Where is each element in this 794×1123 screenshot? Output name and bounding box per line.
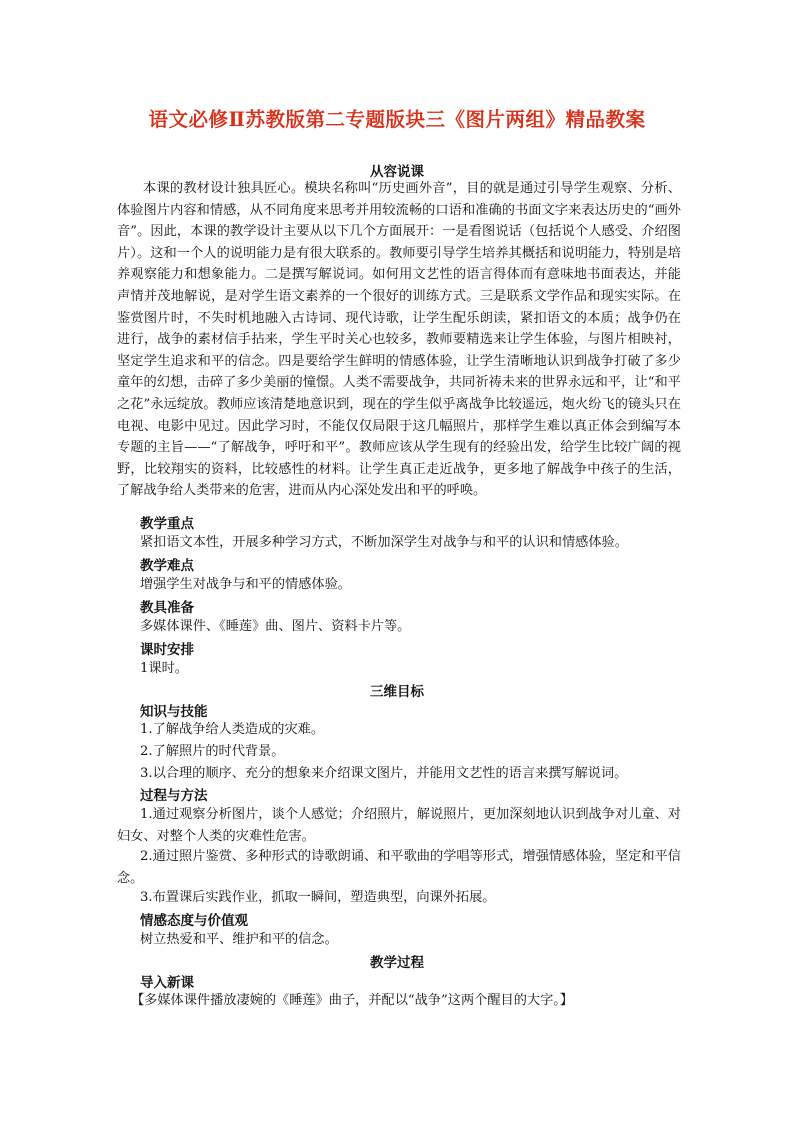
- label-tools: 教具准备: [140, 600, 194, 616]
- text-schedule: 1课时。: [140, 661, 188, 676]
- section-heading-goals: 三维目标: [370, 684, 424, 700]
- label-knowledge: 知识与技能: [140, 704, 208, 720]
- label-focus: 教学重点: [140, 516, 194, 532]
- text-intro: 【多媒体课件播放凄婉的《睡莲》曲子，并配以“战争”这两个醒目的大字。】: [131, 993, 574, 1008]
- knowledge-item: 1.了解战争给人类造成的灾难。: [140, 722, 325, 737]
- process-item: 3.布置课后实践作业，抓取一瞬间，塑造典型，向课外拓展。: [140, 890, 496, 905]
- label-difficulty: 教学难点: [140, 558, 194, 574]
- text-tools: 多媒体课件、《睡莲》曲、图片、资料卡片等。: [140, 619, 411, 634]
- process-item: 2.通过照片鉴赏、多种形式的诗歌朗诵、和平歌曲的学唱等形式，增强情感体验，坚定和平信念。: [117, 849, 681, 886]
- knowledge-item: 2.了解照片的时代背景。: [140, 744, 285, 759]
- label-process: 过程与方法: [140, 788, 208, 804]
- document-title: 语文必修Ⅱ苏教版第二专题版块三《图片两组》精品教案: [148, 108, 646, 131]
- section-heading-cong-rong: 从容说课: [370, 164, 424, 180]
- process-item: 1.通过观察分析图片，谈个人感觉；介绍照片，解说照片，更加深刻地认识到战争对儿童、对妇女、对整个人类的灾难性危害。: [117, 807, 681, 844]
- section-heading-process: 教学过程: [370, 955, 424, 971]
- knowledge-item: 3.以合理的顺序、充分的想象来介绍课文图片，并能用文艺性的语言来撰写解说词。: [140, 766, 628, 781]
- label-attitude: 情感态度与价值观: [140, 913, 248, 929]
- text-focus: 紧扣语文本性，开展多种学习方式，不断加深学生对战争与和平的认识和情感体验。: [140, 535, 628, 550]
- label-schedule: 课时安排: [140, 642, 194, 658]
- label-intro: 导入新课: [140, 975, 194, 991]
- text-difficulty: 增强学生对战争与和平的情感体验。: [140, 577, 351, 592]
- intro-paragraph: 本课的教材设计独具匠心。模块名称叫“历史画外音”，目的就是通过引导学生观察、分析、体验图片内容和情感，从不同角度来思考并用较流畅的口语和准确的书面文字来表达历史的“画外音”。因此，本课的教学设计主要从以下几个方面展开：一是看图说话（包括说个人感受、介绍图片）。这和一个人的说明能力是有很大联系的。教师要引导学生培养其概括和说明能力，特别是培养观察能力和想象能力。二是撰写解说词。如何用文艺性的语言得体而有意味地书面表达，并能声情并茂地解说，是对学生语文素养的一个很好的训练方式。三是联系文学作品和现实实际。在鉴赏图片时，不失时机地融入古诗词、现代诗歌，让学生配乐朗读，紧扣语文的本质；战争仍在进行，战争的素材信手拈来，学生平时关心也较多，教师要精选来让学生体验，与图片相映衬，坚定学生追求和平的信念。四是要给学生鲜明的情感体验，让学生清晰地认识到战争打破了多少童年的幻想，击碎了多少美丽的憧憬。人类不需要战争，共同祈祷未来的世界永远和平，让“和平之花”永远绽放。教师应该清楚地意识到，现在的学生似乎离战争比较遥远，炮火纷飞的镜头只在电视、电影中见过。因此学习时，不能仅仅局限于这几幅照片，那样学生难以真正体会到编写本专题的主旨——“了解战争，呼吁和平”。教师应该从学生现有的经验出发，给学生比较广阔的视野，比较翔实的资料，比较感性的材料。让学生真正走近战争，更多地了解战争中孩子的生活，了解战争给人类带来的危害，进而从内心深处发出和平的呼唤。: [117, 181, 681, 499]
- text-attitude: 树立热爱和平、维护和平的信念。: [140, 932, 338, 947]
